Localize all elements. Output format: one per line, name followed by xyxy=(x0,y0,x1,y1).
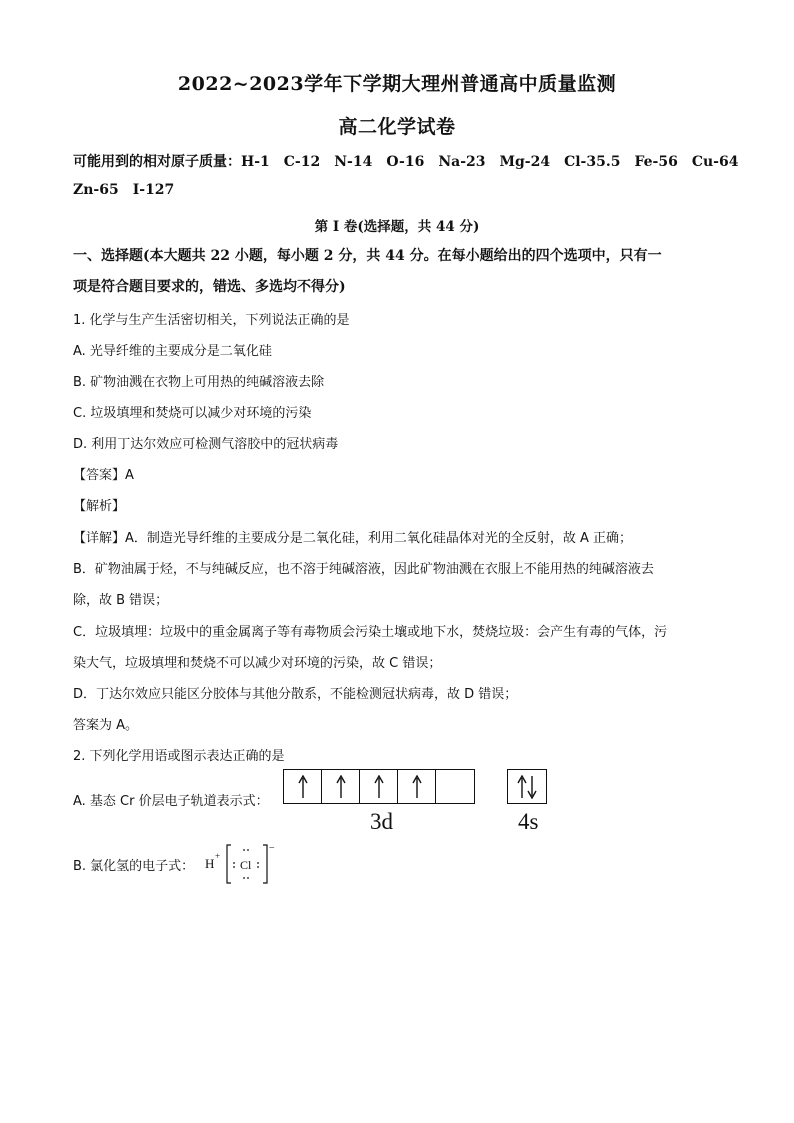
mass-item: Na-23 xyxy=(438,154,486,170)
orbital-box-up xyxy=(322,770,360,803)
label-3d: 3d xyxy=(370,809,393,834)
exam-subtitle: 高二化学试卷 xyxy=(338,116,456,138)
section-instruction-2: 项是符合题目要求的，错选、多选均不得分) xyxy=(73,279,346,295)
detail-line: 染大气，垃圾填埋和焚烧不可以减少对环境的污染，故 C 错误； xyxy=(73,656,442,671)
mass-item: Fe-56 xyxy=(634,154,678,170)
mass-item: Cl-35.5 xyxy=(564,154,621,170)
up-arrow-icon xyxy=(411,775,423,799)
q1-answer-line xyxy=(73,464,134,483)
orbital-box-paired xyxy=(508,770,546,803)
mass-item: N-14 xyxy=(334,154,373,170)
orbital-box-up xyxy=(360,770,398,803)
up-arrow-icon xyxy=(335,775,347,799)
q1-option-a: A. 光导纤维的主要成分是二氧化硅 xyxy=(73,344,272,359)
detail-line: D．丁达尔效应只能区分胶体与其他分散系，不能检测冠状病毒，故 D 错误； xyxy=(73,687,518,702)
atomic-mass-line-1 xyxy=(73,151,738,171)
q1-option-c: C. 垃圾填埋和焚烧可以减少对环境的污染 xyxy=(73,406,312,421)
q1-option-d: D. 利用丁达尔效应可检测气溶胶中的冠状病毒 xyxy=(73,437,339,452)
detail-line: B．矿物油属于烃，不与纯碱反应，也不溶于纯碱溶液，因此矿物油溅在衣服上不能用热的纯碱溶液去 xyxy=(73,562,654,577)
q2-stem: 2. 下列化学用语或图示表达正确的是 xyxy=(73,749,285,764)
ef-minus: − xyxy=(269,843,275,854)
answer-value: A xyxy=(125,468,134,483)
analysis-tag: 【解析】 xyxy=(73,499,126,514)
orbital-3d-diagram xyxy=(283,769,475,804)
hcl-electron-formula xyxy=(205,842,285,884)
mass-item: Mg-24 xyxy=(499,154,551,170)
atomic-mass-line-2 xyxy=(73,182,188,198)
orbital-4s-diagram xyxy=(507,769,547,804)
exam-title: 2022~2023学年下学期大理州普通高中质量监测 xyxy=(177,73,617,95)
orbital-box-up xyxy=(284,770,322,803)
mass-item: Cu-64 xyxy=(691,154,739,170)
q1-stem: 1. 化学与生产生活密切相关，下列说法正确的是 xyxy=(73,313,350,328)
section-instruction-1: 一、选择题(本大题共 22 小题，每小题 2 分，共 44 分。在每小题给出的四个选项中，只有一 xyxy=(73,248,662,264)
atomic-mass-label: 可能用到的相对原子质量： xyxy=(73,154,241,170)
mass-item: O-16 xyxy=(386,154,425,170)
mass-item: I-127 xyxy=(132,182,175,198)
q2-option-b: B. 氯化氢的电子式： xyxy=(73,859,195,874)
mass-item: H-1 xyxy=(241,154,270,170)
label-4s: 4s xyxy=(518,809,539,834)
detail-line: 答案为 A。 xyxy=(73,718,139,733)
orbital-box-empty xyxy=(436,770,474,803)
ef-h: H xyxy=(205,856,215,871)
q1-option-b: B. 矿物油溅在衣物上可用热的纯碱溶液去除 xyxy=(73,375,325,390)
up-arrow-icon xyxy=(297,775,309,799)
detail-line: 除，故 B 错误； xyxy=(73,593,169,608)
orbital-box-up xyxy=(398,770,436,803)
ef-plus: + xyxy=(215,851,221,861)
detail-line: C．垃圾填埋：垃圾中的重金属离子等有毒物质会污染土壤或地下水，焚烧垃圾：会产生有毒的气体，污 xyxy=(73,625,668,640)
ef-cl: Cl xyxy=(240,858,252,872)
answer-tag: 【答案】 xyxy=(73,468,126,483)
mass-item: C-12 xyxy=(283,154,321,170)
up-down-arrows-icon xyxy=(515,775,539,799)
mass-item: Zn-65 xyxy=(73,182,119,198)
section-heading: 第 I 卷(选择题，共 44 分) xyxy=(314,219,480,235)
up-arrow-icon xyxy=(373,775,385,799)
detail-line: 【详解】A．制造光导纤维的主要成分是二氧化硅，利用二氧化硅晶体对光的全反射，故 A 正确； xyxy=(73,531,633,546)
q2-option-a: A. 基态 Cr 价层电子轨道表示式： xyxy=(73,794,269,809)
